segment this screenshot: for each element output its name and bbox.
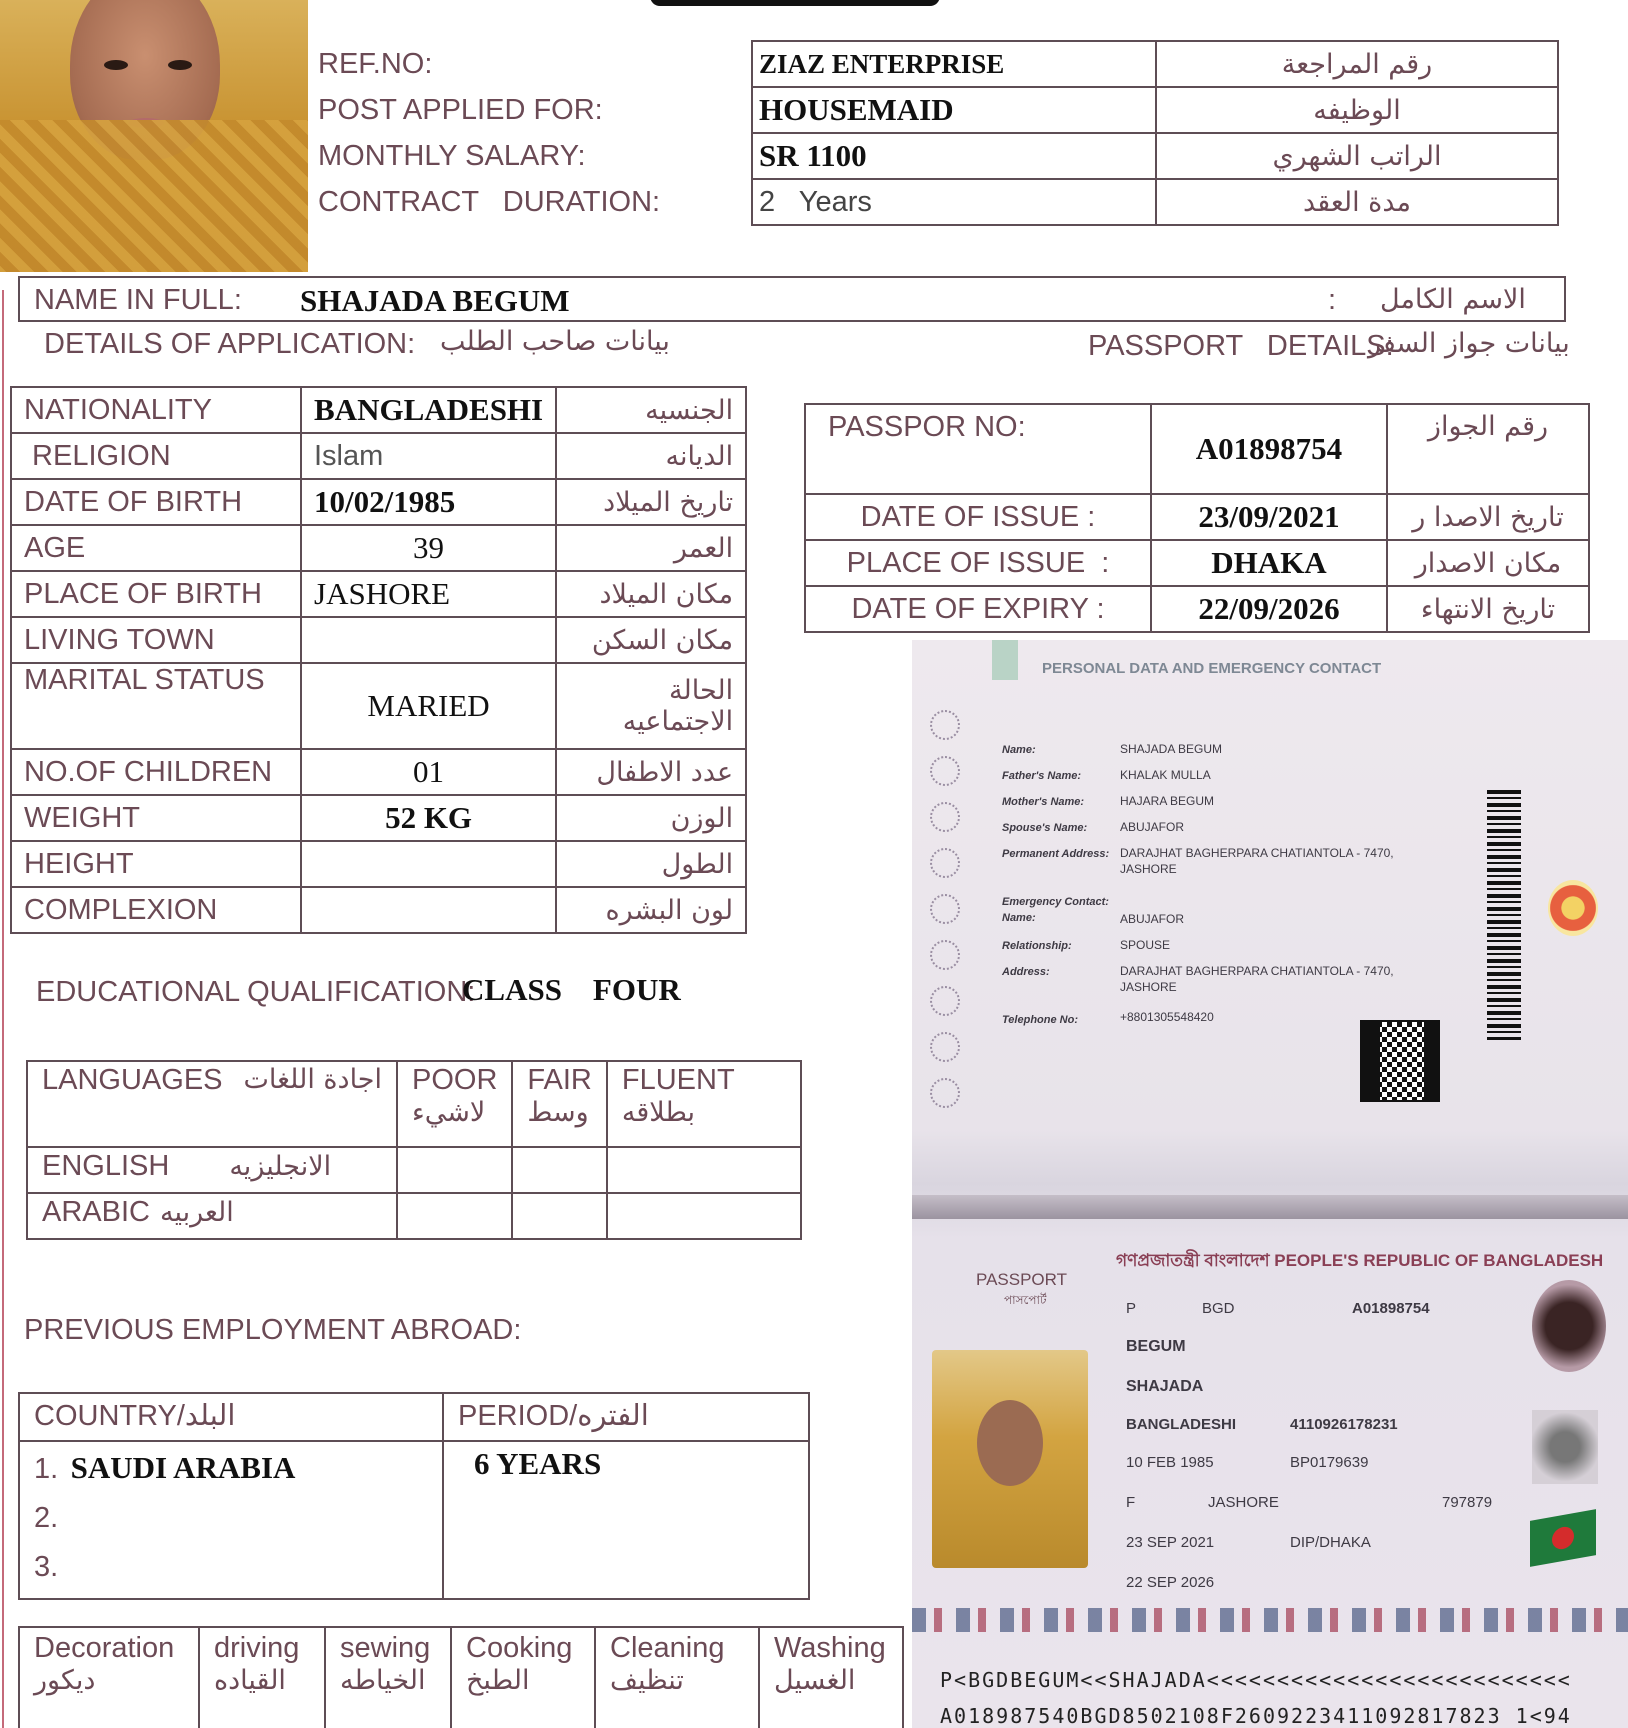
table-row [805, 494, 1589, 540]
field-label: WEIGHT [24, 801, 140, 834]
post-ar: الوظيفه [1313, 94, 1401, 126]
skill-ar: ديكور [34, 1665, 96, 1696]
field-label: DATE OF BIRTH [24, 485, 243, 518]
issue-date-value: 23/09/2021 [1198, 499, 1340, 534]
field-label: RELIGION [24, 439, 171, 472]
contract-label: CONTRACT DURATION: [318, 185, 661, 218]
binding-ring [930, 940, 960, 970]
field-value: BANGLADESHI [314, 392, 544, 427]
english-fair-cell [512, 1147, 606, 1193]
expiry-date-ar: تاريخ الانتهاء [1420, 593, 1556, 625]
skill-cell [759, 1627, 903, 1728]
table-row [11, 433, 746, 479]
binding-ring [930, 986, 960, 1016]
row-number-1: 1. [34, 1453, 59, 1485]
period-1: 6 YEARS [474, 1446, 602, 1481]
header-fragment [650, 0, 940, 6]
passport-word: PASSPORT [976, 1270, 1068, 1289]
contract-value: 2 Years [759, 185, 872, 218]
field-ar: لون البشره [605, 894, 734, 926]
field-ar: الوزن [670, 802, 734, 834]
pp-nationality: BANGLADESHI [1126, 1416, 1237, 1433]
security-pattern [912, 1608, 1628, 1632]
table-row [11, 749, 746, 795]
field-ar: الجنسيه [645, 394, 734, 426]
passport-section-title: PASSPORT DETAILS: [1088, 330, 1394, 362]
arabic-label: ARABIC [42, 1196, 150, 1228]
passport-section-ar: بيانات جواز السفر [1368, 328, 1570, 359]
pp-sex: F [1126, 1494, 1136, 1511]
application-section-ar: بيانات صاحب الطلب [440, 326, 670, 357]
table-row [11, 571, 746, 617]
qr-code [1360, 1020, 1440, 1102]
skill-label: Cooking [466, 1632, 573, 1664]
field-ar: الديانه [665, 440, 734, 472]
left-margin-line [2, 290, 4, 1728]
pp-doe: 22 SEP 2026 [1126, 1574, 1215, 1591]
scan-addr-value: DARAJHAT BAGHERPARA CHATIANTOLA - 7470, [1120, 964, 1394, 978]
field-ar: عدد الاطفال [596, 756, 734, 788]
scan-heading: PERSONAL DATA AND EMERGENCY CONTACT [1042, 660, 1382, 677]
arabic-ar: العربيه [159, 1197, 234, 1228]
binding-ring [930, 756, 960, 786]
skill-ar: الخياطه [340, 1665, 426, 1696]
field-label: COMPLEXION [24, 893, 218, 926]
table-row [805, 404, 1589, 494]
scan-father-label: Father's Name: [1002, 770, 1082, 782]
field-value: Islam [314, 439, 384, 472]
binding-ring [930, 894, 960, 924]
education-label: EDUCATIONAL QUALIFICATION: [36, 976, 476, 1008]
ref-label: REF.NO: [318, 47, 433, 80]
government-seal [1548, 880, 1598, 936]
row-number-3: 3. [34, 1551, 59, 1583]
mrz-line-1: P<BGDBEGUM<<SHAJADA<<<<<<<<<<<<<<<<<<<<<<<<<< [940, 1668, 1572, 1692]
fluent-header: FLUENT [621, 1064, 735, 1096]
field-label: AGE [24, 531, 86, 564]
name-ar: الاسم الكامل [1380, 284, 1526, 315]
table-row [19, 1441, 809, 1599]
fluent-ar: بطلاقه [621, 1097, 696, 1128]
mrz-line-2: A018987540BGD8502108F2609223411092817823 1<94 [940, 1704, 1572, 1728]
skills-table [18, 1626, 904, 1728]
scan-ename-label: Name: [1002, 912, 1036, 924]
field-ar: العمر [673, 532, 734, 564]
field-value: 39 [413, 530, 445, 565]
fair-header: FAIR [527, 1064, 592, 1096]
arabic-fluent-cell [607, 1193, 801, 1239]
passport-no-value: A01898754 [1195, 431, 1343, 466]
table-row [805, 586, 1589, 632]
country-title: গণপ্রজাতন্ত্রী বাংলাদেশ PEOPLE'S REPUBLIC OF BANGLADESH [1116, 1251, 1604, 1270]
table-row [19, 1627, 903, 1728]
issue-date-ar: تاريخ الاصدا ر [1412, 501, 1564, 533]
scan-tab [992, 640, 1018, 680]
applicant-photo [0, 0, 308, 272]
skill-label: Washing [774, 1632, 886, 1664]
education-value: CLASS FOUR [462, 972, 681, 1007]
skill-cell [19, 1627, 199, 1728]
binding-ring [930, 848, 960, 878]
scan-addr-value-2: JASHORE [1120, 980, 1177, 994]
passport-no-label: PASSPOR NO: [828, 411, 1026, 443]
issue-place-value: DHAKA [1211, 545, 1327, 580]
scan-mother-value: HAJARA BEGUM [1120, 794, 1215, 808]
page-fold [912, 1195, 1628, 1219]
barcode [1487, 790, 1521, 1040]
binding-ring [930, 1078, 960, 1108]
field-label: NO.OF CHILDREN [24, 755, 273, 788]
passport-photo [932, 1350, 1088, 1568]
scan-emergency-label: Emergency Contact: [1002, 896, 1109, 908]
scan-name-label: Name: [1002, 744, 1036, 756]
skill-ar: الطبخ [466, 1665, 530, 1696]
name-colon: : [1328, 284, 1337, 316]
photo-eye [168, 60, 192, 70]
table-row [312, 41, 1558, 87]
skill-label: Cleaning [610, 1632, 725, 1664]
binding-ring [930, 710, 960, 740]
english-ar: الانجليزيه [229, 1151, 332, 1182]
skill-cell [451, 1627, 595, 1728]
table-row [312, 179, 1558, 225]
salary-value: SR 1100 [759, 138, 867, 173]
table-row [11, 795, 746, 841]
pp-personal-no: 4110926178231 [1290, 1416, 1398, 1433]
fair-ar: وسط [527, 1097, 589, 1128]
table-row [27, 1147, 801, 1193]
field-ar: مكان السكن [591, 624, 734, 656]
employment-table [18, 1392, 810, 1600]
scan-name-value: SHAJADA BEGUM [1120, 742, 1223, 756]
job-details-table [312, 40, 1559, 226]
country-1: SAUDI ARABIA [70, 1450, 296, 1485]
english-poor-cell [397, 1147, 512, 1193]
pp-code: BGD [1202, 1300, 1235, 1317]
english-fluent-cell [607, 1147, 801, 1193]
passport-details-table [804, 403, 1590, 633]
scan-rel-label: Relationship: [1002, 940, 1072, 952]
skill-ar: الغسيل [774, 1665, 856, 1696]
pp-side-no: 797879 [1442, 1494, 1493, 1511]
field-ar: مكان الميلاد [599, 578, 734, 610]
table-row [11, 841, 746, 887]
skill-ar: القياده [214, 1665, 286, 1696]
application-details-table [10, 386, 747, 934]
languages-header-ar: اجادة اللغات [243, 1064, 382, 1095]
table-row [11, 887, 746, 933]
name-value: SHAJADA BEGUM [300, 283, 570, 318]
table-row [11, 617, 746, 663]
table-row [11, 479, 746, 525]
languages-table [26, 1060, 802, 1240]
scan-ename-value: ABUJAFOR [1120, 912, 1185, 926]
ghost-photo [1532, 1280, 1606, 1372]
period-header: PERIOD/الفتره [458, 1400, 649, 1432]
flag-hologram [1530, 1509, 1596, 1567]
scan-father-value: KHALAK MULLA [1120, 768, 1211, 782]
pp-given: SHAJADA [1126, 1378, 1204, 1395]
field-ar: الحالة الاجتماعيه [622, 675, 734, 737]
pp-doi: 23 SEP 2021 [1126, 1534, 1215, 1551]
field-label: HEIGHT [24, 847, 134, 880]
table-row [11, 663, 746, 749]
scan-mother-label: Mother's Name: [1002, 796, 1085, 808]
table-row [27, 1193, 801, 1239]
scan-tel-value: +8801305548420 [1120, 1010, 1214, 1024]
english-label: ENGLISH [42, 1150, 170, 1182]
languages-header: LANGUAGES [42, 1064, 223, 1096]
arabic-fair-cell [512, 1193, 606, 1239]
photo-scarf [0, 120, 308, 272]
scan-perm-value-2: JASHORE [1120, 862, 1177, 876]
employment-title: PREVIOUS EMPLOYMENT ABROAD: [24, 1314, 522, 1346]
table-row [11, 387, 746, 433]
pp-dob: 10 FEB 1985 [1126, 1454, 1214, 1471]
expiry-date-value: 22/09/2026 [1198, 591, 1340, 626]
scan-perm-value: DARAJHAT BAGHERPARA CHATIANTOLA - 7470, [1120, 846, 1394, 860]
salary-ar: الراتب الشهري [1272, 140, 1442, 172]
field-label: PLACE OF BIRTH [24, 577, 262, 610]
pp-type: P [1126, 1300, 1137, 1317]
table-row [11, 525, 746, 571]
field-label: MARITAL STATUS [24, 664, 265, 696]
scan-spouse-label: Spouse's Name: [1002, 822, 1088, 834]
skill-cell [199, 1627, 325, 1728]
table-row [19, 1393, 809, 1441]
post-value: HOUSEMAID [759, 92, 954, 127]
skill-label: sewing [340, 1632, 431, 1664]
pp-authority: DIP/DHAKA [1290, 1534, 1371, 1551]
field-value: 01 [413, 754, 445, 789]
issue-date-label: DATE OF ISSUE : [860, 500, 1096, 533]
field-value: MARIED [367, 688, 490, 723]
table-row [312, 133, 1558, 179]
scan-addr-label: Address: [1002, 966, 1050, 978]
field-ar: الطول [661, 848, 734, 880]
table-row [312, 87, 1558, 133]
skill-label: driving [214, 1632, 300, 1664]
scan-rel-value: SPOUSE [1120, 938, 1171, 952]
table-row [805, 540, 1589, 586]
expiry-date-label: DATE OF EXPIRY : [851, 592, 1105, 625]
binding-ring [930, 1032, 960, 1062]
scan-spouse-value: ABUJAFOR [1120, 820, 1185, 834]
scan-perm-label: Permanent Address: [1002, 848, 1110, 860]
scan-tel-label: Telephone No: [1002, 1014, 1078, 1026]
field-label: LIVING TOWN [24, 623, 215, 656]
passport-scan [912, 640, 1628, 1728]
contract-ar: مدة العقد [1303, 186, 1411, 218]
salary-label: MONTHLY SALARY: [318, 139, 586, 172]
full-name-box [18, 276, 1566, 322]
poor-header: POOR [412, 1064, 498, 1096]
pp-prev-passport: BP0179639 [1290, 1454, 1369, 1471]
row-number-2: 2. [34, 1502, 59, 1534]
skill-cell [325, 1627, 451, 1728]
skill-ar: تنظيف [610, 1665, 684, 1696]
issue-place-ar: مكان الاصدار [1414, 547, 1562, 579]
field-value: 52 KG [385, 800, 473, 835]
passport-word-bn: পাসপোর্ট [1004, 1293, 1047, 1307]
post-label: POST APPLIED FOR: [318, 93, 603, 126]
field-value: 10/02/1985 [314, 484, 456, 519]
pp-pob: JASHORE [1208, 1494, 1279, 1511]
binding-ring [930, 802, 960, 832]
name-label: NAME IN FULL: [34, 284, 242, 316]
country-header: COUNTRY/البلد [34, 1400, 236, 1432]
ref-value: ZIAZ ENTERPRISE [759, 48, 1005, 79]
field-value: JASHORE [314, 576, 451, 611]
arabic-poor-cell [397, 1193, 512, 1239]
pp-surname: BEGUM [1126, 1338, 1186, 1355]
passport-no-ar: رقم الجواز [1427, 411, 1549, 442]
skill-cell [595, 1627, 759, 1728]
photo-eye [104, 60, 128, 70]
application-section-title: DETAILS OF APPLICATION: [44, 328, 416, 360]
field-label: NATIONALITY [24, 393, 212, 426]
skill-label: Decoration [34, 1632, 175, 1664]
poor-ar: لاشيء [412, 1097, 486, 1128]
ref-ar: رقم المراجعة [1281, 48, 1433, 80]
pp-number: A01898754 [1352, 1300, 1430, 1317]
issue-place-label: PLACE OF ISSUE : [846, 546, 1110, 579]
ghost-photo-small [1532, 1410, 1598, 1484]
table-row [27, 1061, 801, 1147]
field-ar: تاريخ الميلاد [603, 486, 734, 518]
